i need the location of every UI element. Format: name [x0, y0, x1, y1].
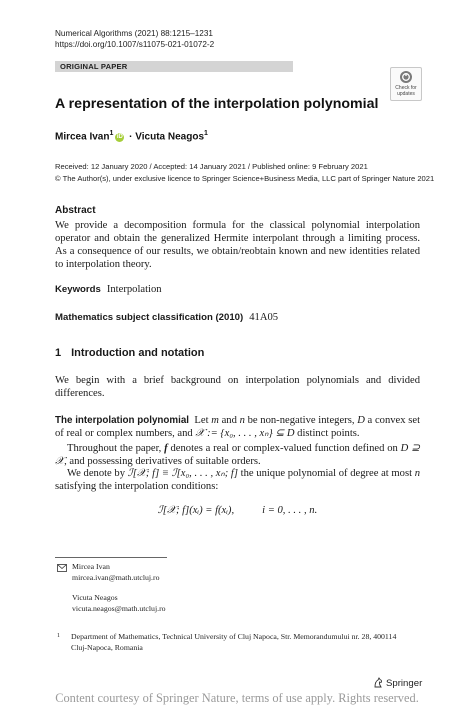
second-author-contact — [72, 593, 166, 614]
check-for-updates-button[interactable] — [390, 67, 422, 101]
math-var: n — [239, 415, 245, 426]
section-heading — [55, 347, 204, 359]
publication-history — [55, 161, 434, 185]
run-in-heading: The interpolation polynomial — [55, 415, 189, 426]
interpolation-paragraph — [55, 414, 420, 440]
abstract-text: We provide a decomposition formula for the classical polynomial interpolation operator and obtain the generalized Hermite interpolant through a limiting process. As a consequence of our results, we obtain/reobtain known and new identities related to interpolation theory. — [55, 220, 420, 271]
section-title: Introduction and notation — [71, 347, 205, 359]
msc-value: 41A05 — [249, 312, 279, 323]
affiliation-marker: 1 — [204, 130, 208, 137]
author-separator: · — [126, 131, 136, 143]
section-number: 1 — [55, 347, 62, 359]
math-expression: 𝒳 := {x₀, . . . , xₙ} ⊆ D — [195, 428, 295, 440]
abstract-heading: Abstract — [55, 205, 96, 216]
footnote-divider — [55, 557, 167, 558]
text-run: We denote by — [67, 468, 128, 479]
doi-link[interactable]: https://doi.org/10.1007/s11075-021-01072-2 — [55, 40, 215, 49]
text-run: Throughout the paper, — [67, 443, 165, 454]
text-run: a convex set of real or complex numbers, and — [55, 415, 421, 440]
article-type-label: ORIGINAL PAPER — [60, 62, 128, 71]
text-run: be non-negative integers, — [244, 415, 358, 426]
text-run: , and possessing derivatives of suitable orders. — [64, 456, 261, 468]
intro-paragraph: We begin with a brief background on interpolation polynomials and divided differences. — [55, 375, 420, 400]
text-run: denotes a real or complex-valued function defined on — [167, 443, 401, 454]
text-run: distinct points. — [294, 428, 360, 440]
keywords-value: Interpolation — [106, 284, 162, 295]
author-email-link[interactable]: mircea.ivan@math.utcluj.ro — [72, 572, 160, 582]
display-equation — [55, 504, 420, 517]
msc-label: Mathematics subject classification (2010) — [55, 312, 244, 323]
check-updates-label: Check for updates — [395, 85, 417, 97]
math-expression: D ⊇ 𝒳 — [55, 443, 420, 468]
affiliation-marker: 1 — [109, 130, 114, 137]
footnote-author-name: Vicuta Neagos — [72, 593, 118, 602]
math-var: D — [357, 415, 365, 426]
corresponding-author — [72, 562, 160, 583]
function-paragraph — [55, 442, 420, 468]
equation-range: i = 0, . . . , n. — [262, 505, 318, 516]
author-email-link[interactable]: vicuta.neagos@math.utcluj.ro — [72, 603, 166, 613]
envelope-icon — [57, 562, 67, 572]
text-run: the unique polynomial of degree at most — [237, 468, 415, 479]
orcid-icon[interactable]: iD — [116, 134, 123, 141]
author-name[interactable]: Vicuta Neagos — [135, 131, 205, 143]
springer-horse-icon — [373, 677, 383, 691]
author-list — [55, 130, 208, 142]
math-var: n — [414, 468, 421, 479]
affiliation-text: Department of Mathematics, Technical University of Cluj Napoca, Str. Memorandumului nr. 28, 400114 Cluj-Napoca, Romania — [71, 632, 397, 652]
copyright-line: © The Author(s), under exclusive licence to Springer Science+Business Media, LLC part of Springer Nature 2021 — [55, 174, 435, 183]
journal-citation — [55, 28, 214, 50]
text-run: satisfying the interpolation conditions: — [55, 481, 219, 493]
msc-row — [55, 312, 278, 323]
text-run: Let — [194, 415, 212, 426]
definition-paragraph — [55, 467, 420, 493]
math-var: m — [211, 415, 219, 426]
journal-volume: Numerical Algorithms (2021) 88:1215–1231 — [55, 29, 213, 38]
affiliation-number: 1 — [57, 633, 60, 639]
publisher-name: Springer — [386, 678, 423, 689]
publisher-logo — [373, 677, 422, 691]
usage-notice: Content courtesy of Springer Nature, terms of use apply. Rights reserved. — [55, 691, 419, 705]
dates-line: Received: 12 January 2020 / Accepted: 14 January 2021 / Published online: 9 February 2021 — [55, 162, 368, 171]
equation-lhs: ℐ[𝒳; f](xᵢ) = f(xᵢ), — [157, 505, 235, 516]
keywords-row — [55, 284, 162, 295]
check-updates-icon — [400, 71, 412, 83]
footnote-author-name: Mircea Ivan — [72, 562, 110, 571]
math-expression: ℐ[𝒳; f] ≡ ℐ[x₀, . . . , xₙ; f] — [127, 468, 238, 479]
paper-title: A representation of the interpolation polynomial — [55, 96, 379, 112]
text-run: and — [218, 415, 240, 426]
math-var: f — [164, 443, 168, 454]
keywords-label: Keywords — [55, 284, 101, 295]
author-name[interactable]: Mircea Ivan — [55, 131, 110, 143]
